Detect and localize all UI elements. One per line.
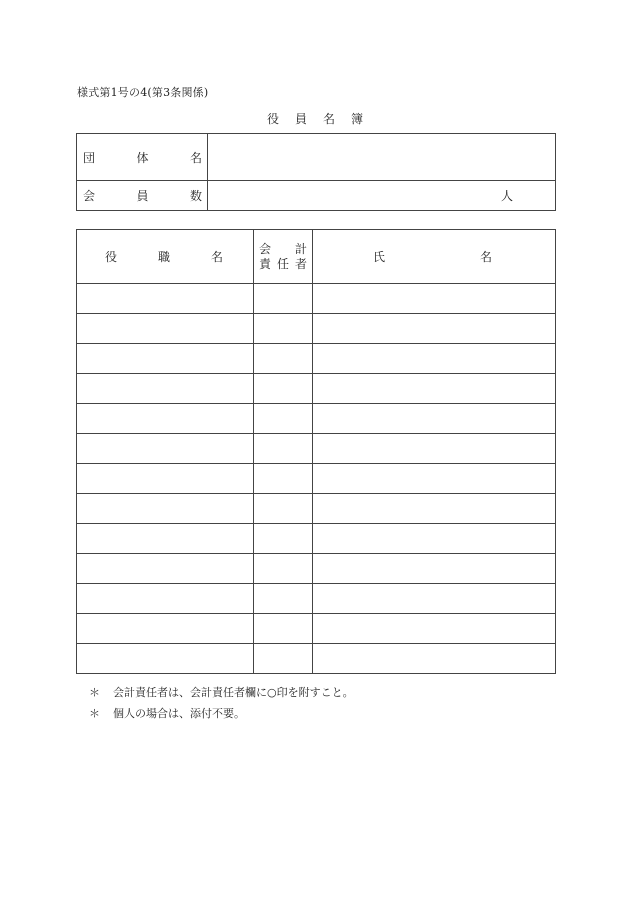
accountant-cell[interactable]: [254, 584, 313, 614]
role-cell[interactable]: [77, 374, 254, 404]
accountant-cell[interactable]: [254, 404, 313, 434]
table-row: [77, 464, 556, 494]
role-cell[interactable]: [77, 584, 254, 614]
note-item: [89, 703, 354, 724]
role-cell[interactable]: [77, 494, 254, 524]
role-cell[interactable]: [77, 464, 254, 494]
name-cell[interactable]: [313, 584, 556, 614]
role-cell[interactable]: [77, 284, 254, 314]
name-cell[interactable]: [313, 494, 556, 524]
name-cell[interactable]: [313, 314, 556, 344]
name-cell[interactable]: [313, 434, 556, 464]
accountant-cell[interactable]: [254, 494, 313, 524]
role-cell[interactable]: [77, 404, 254, 434]
table-row: [77, 584, 556, 614]
note-item: [89, 682, 354, 703]
name-cell[interactable]: [313, 644, 556, 674]
name-cell[interactable]: [313, 374, 556, 404]
accountant-cell[interactable]: [254, 464, 313, 494]
role-header: 役 職 名: [77, 230, 254, 284]
organization-name-field[interactable]: [208, 134, 556, 181]
table-row: [77, 554, 556, 584]
role-cell[interactable]: [77, 614, 254, 644]
note-text: 会計責任者は、会計責任者欄に○印を附すこと。: [113, 686, 354, 699]
member-count-unit: 人: [500, 189, 513, 203]
table-row: [77, 284, 556, 314]
accountant-cell[interactable]: [254, 644, 313, 674]
member-count-field[interactable]: [208, 181, 556, 211]
note-mark: ＊: [89, 686, 100, 699]
title-char: 名: [322, 112, 335, 126]
name-cell[interactable]: [313, 554, 556, 584]
name-cell[interactable]: [313, 614, 556, 644]
accountant-cell[interactable]: [254, 434, 313, 464]
officer-list-table: [76, 229, 556, 674]
table-row: [77, 344, 556, 374]
accountant-header: 会 計 責 任 者: [254, 230, 313, 284]
name-cell[interactable]: [313, 524, 556, 554]
form-number: 様式第1号の4(第3条関係): [77, 86, 209, 99]
organization-name-row: [77, 134, 556, 181]
role-cell[interactable]: [77, 434, 254, 464]
name-cell[interactable]: [313, 344, 556, 374]
table-row: [77, 524, 556, 554]
table-row: [77, 644, 556, 674]
member-count-label: 会 員 数: [77, 181, 208, 211]
role-cell[interactable]: [77, 554, 254, 584]
note-text: 個人の場合は、添付不要。: [113, 707, 245, 720]
accountant-cell[interactable]: [254, 614, 313, 644]
table-row: [77, 374, 556, 404]
name-cell[interactable]: [313, 464, 556, 494]
title-char: 簿: [350, 112, 363, 126]
table-row: [77, 404, 556, 434]
table-row: [77, 614, 556, 644]
table-row: [77, 434, 556, 464]
table-row: [77, 314, 556, 344]
role-cell[interactable]: [77, 524, 254, 554]
name-header: 氏 名: [313, 230, 556, 284]
notes: [89, 682, 354, 724]
accountant-cell[interactable]: [254, 374, 313, 404]
accountant-cell[interactable]: [254, 554, 313, 584]
note-mark: ＊: [89, 707, 100, 720]
document-title: [0, 110, 630, 127]
role-cell[interactable]: [77, 314, 254, 344]
member-count-row: [77, 181, 556, 211]
accountant-cell[interactable]: [254, 314, 313, 344]
table-header-row: [77, 230, 556, 284]
accountant-cell[interactable]: [254, 284, 313, 314]
role-cell[interactable]: [77, 344, 254, 374]
name-cell[interactable]: [313, 404, 556, 434]
accountant-cell[interactable]: [254, 524, 313, 554]
organization-info-table: [76, 133, 556, 211]
role-cell[interactable]: [77, 644, 254, 674]
name-cell[interactable]: [313, 284, 556, 314]
title-char: 役: [266, 112, 279, 126]
table-row: [77, 494, 556, 524]
organization-name-label: 団 体 名: [77, 134, 208, 181]
title-char: 員: [294, 112, 307, 126]
accountant-cell[interactable]: [254, 344, 313, 374]
